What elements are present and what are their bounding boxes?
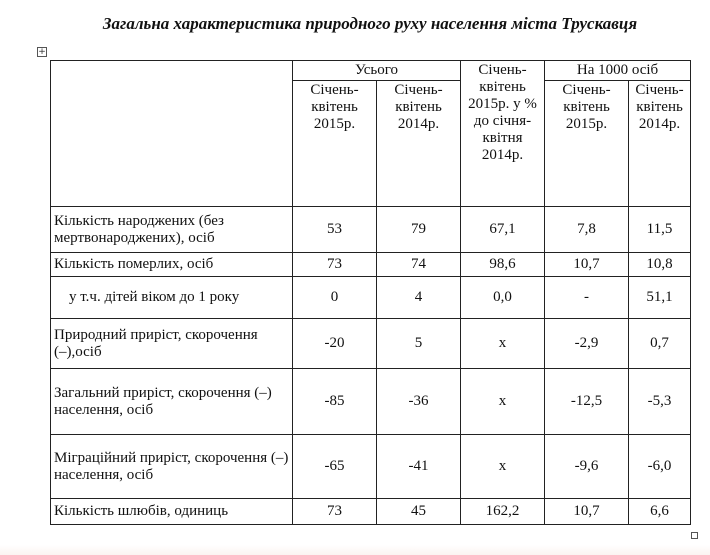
row-label: Природний приріст, скорочення (–),осіб (51, 319, 293, 369)
table-row (51, 435, 691, 499)
cell-total-2015: 53 (293, 207, 377, 253)
cell-total-2014: -36 (377, 369, 461, 435)
cell-per1000-2015: 10,7 (545, 499, 629, 525)
cell-total-2014: 4 (377, 277, 461, 319)
table-row (51, 277, 691, 319)
page-bottom-edge (0, 545, 710, 555)
table-row (51, 207, 691, 253)
cell-per1000-2015: -2,9 (545, 319, 629, 369)
cell-per1000-2015: 10,7 (545, 253, 629, 277)
cell-per1000-2014: 11,5 (629, 207, 691, 253)
cell-total-2014: 74 (377, 253, 461, 277)
cell-total-2014: 45 (377, 499, 461, 525)
cell-total-2015: -20 (293, 319, 377, 369)
header-total: Усього (293, 61, 461, 81)
table-row (51, 499, 691, 525)
header-percent: Січень-квітень 2015р. у % до січня-квітня 2014р. (461, 61, 545, 207)
cell-percent: 162,2 (461, 499, 545, 525)
header-per1000-2014: Січень-квітень 2014р. (629, 81, 691, 207)
cell-per1000-2015: - (545, 277, 629, 319)
cell-per1000-2015: -9,6 (545, 435, 629, 499)
table-row (51, 319, 691, 369)
table-resize-handle-icon[interactable] (691, 532, 698, 539)
row-label: Загальний приріст, скорочення (–) населення, осіб (51, 369, 293, 435)
cell-percent: х (461, 319, 545, 369)
table-row (51, 369, 691, 435)
row-label: у т.ч. дітей віком до 1 року (51, 277, 293, 319)
header-per1000: На 1000 осіб (545, 61, 691, 81)
cell-per1000-2014: 6,6 (629, 499, 691, 525)
table-row (51, 253, 691, 277)
cell-per1000-2014: -5,3 (629, 369, 691, 435)
cell-per1000-2014: 51,1 (629, 277, 691, 319)
row-label: Кількість народжених (без мертвонароджених), осіб (51, 207, 293, 253)
row-label: Кількість померлих, осіб (51, 253, 293, 277)
header-per1000-2015: Січень-квітень 2015р. (545, 81, 629, 207)
cell-total-2015: -85 (293, 369, 377, 435)
table-move-handle-icon[interactable]: + (38, 47, 46, 57)
cell-per1000-2014: 10,8 (629, 253, 691, 277)
cell-percent: 98,6 (461, 253, 545, 277)
cell-percent: 0,0 (461, 277, 545, 319)
cell-total-2015: 73 (293, 499, 377, 525)
cell-percent: х (461, 369, 545, 435)
cell-per1000-2014: -6,0 (629, 435, 691, 499)
cell-total-2015: 0 (293, 277, 377, 319)
header-empty-cell (51, 61, 293, 207)
cell-per1000-2015: -12,5 (545, 369, 629, 435)
population-movement-table (50, 60, 691, 525)
cell-percent: 67,1 (461, 207, 545, 253)
header-total-2015: Січень-квітень 2015р. (293, 81, 377, 207)
cell-total-2015: 73 (293, 253, 377, 277)
cell-total-2014: 5 (377, 319, 461, 369)
cell-percent: х (461, 435, 545, 499)
row-label: Міграційний приріст, скорочення (–) населення, осіб (51, 435, 293, 499)
cell-per1000-2015: 7,8 (545, 207, 629, 253)
cell-total-2014: 79 (377, 207, 461, 253)
row-label: Кількість шлюбів, одиниць (51, 499, 293, 525)
header-row-group (51, 61, 691, 81)
cell-total-2014: -41 (377, 435, 461, 499)
document-title: Загальна характеристика природного руху населення міста Трускавця (102, 14, 638, 33)
cell-per1000-2014: 0,7 (629, 319, 691, 369)
header-total-2014: Січень-квітень 2014р. (377, 81, 461, 207)
cell-total-2015: -65 (293, 435, 377, 499)
